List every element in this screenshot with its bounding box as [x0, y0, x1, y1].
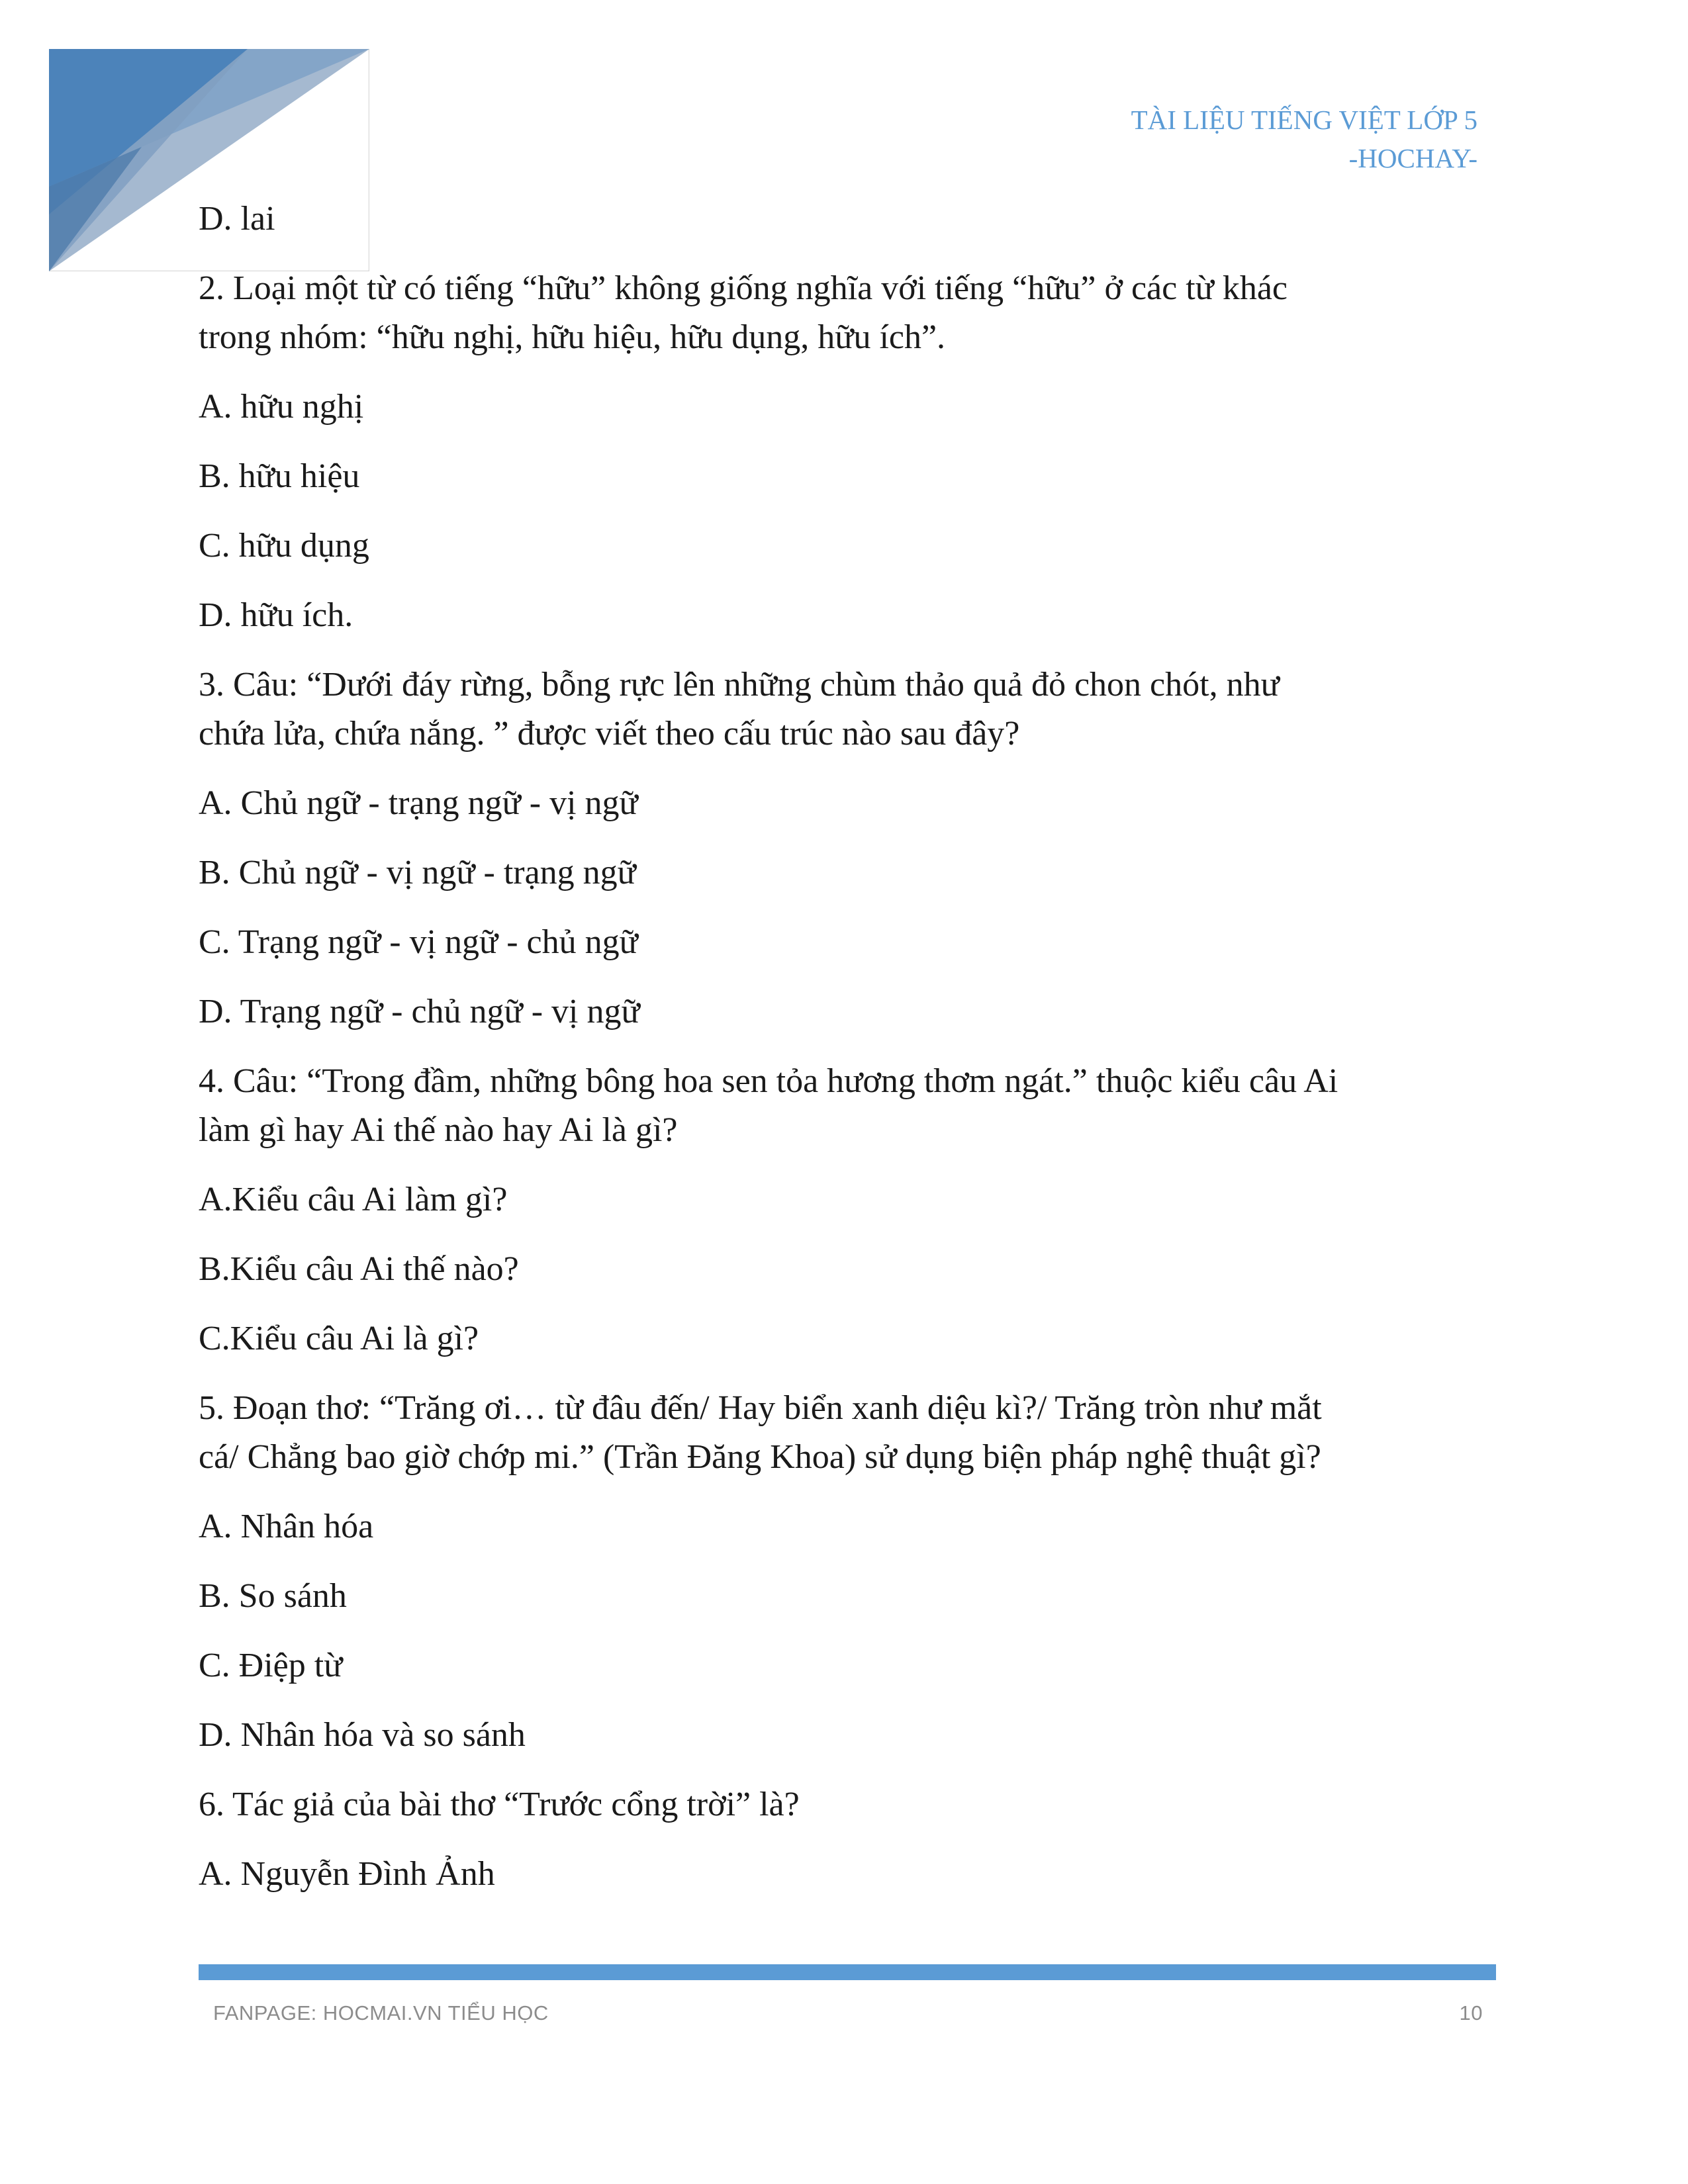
q6-option-a: A. Nguyễn Đình Ảnh [199, 1855, 495, 1893]
header-title: TÀI LIỆU TIẾNG VIỆT LỚP 5 [1131, 105, 1477, 135]
question-5-text-line-2: cá/ Chẳng bao giờ chớp mi.” (Trần Đăng Khoa) sử dụng biện pháp nghệ thuật gì? [199, 1438, 1321, 1476]
question-2-text-line-2: trong nhóm: “hữu nghị, hữu hiệu, hữu dụng, hữu ích”. [199, 318, 946, 356]
question-2-text-line-1: 2. Loại một từ có tiếng “hữu” không giống nghĩa với tiếng “hữu” ở các từ khác [199, 269, 1288, 307]
q4-option-b: B.Kiểu câu Ai thế nào? [199, 1250, 519, 1288]
question-5-text-line-1: 5. Đoạn thơ: “Trăng ơi… từ đâu đến/ Hay biển xanh diệu kì?/ Trăng tròn như mắt [199, 1389, 1322, 1427]
q5-option-d: D. Nhân hóa và so sánh [199, 1716, 526, 1754]
q2-option-a: A. hữu nghị [199, 388, 364, 426]
footer-divider-bar [199, 1964, 1496, 1980]
q2-option-d: D. hữu ích. [199, 596, 353, 634]
q3-option-b: B. Chủ ngữ - vị ngữ - trạng ngữ [199, 854, 636, 891]
q4-option-a: A.Kiểu câu Ai làm gì? [199, 1181, 508, 1218]
question-3-text-line-1: 3. Câu: “Dưới đáy rừng, bỗng rực lên những chùm thảo quả đỏ chon chót, như [199, 666, 1280, 704]
header-subtitle: -HOCHAY- [1348, 143, 1477, 173]
q4-option-c: C.Kiểu câu Ai là gì? [199, 1320, 479, 1357]
q3-option-a: A. Chủ ngữ - trạng ngữ - vị ngữ [199, 784, 638, 822]
page-footer [213, 2001, 1483, 2025]
q3-option-d: D. Trạng ngữ - chủ ngữ - vị ngữ [199, 993, 640, 1030]
q2-option-c: C. hữu dụng [199, 527, 369, 565]
question-6 [199, 1780, 1496, 1829]
question-6-text-line-1: 6. Tác giả của bài thơ “Trước cổng trời” là? [199, 1786, 800, 1823]
document-body [199, 195, 1496, 1919]
question-3 [199, 660, 1496, 758]
page-number: 10 [1459, 2001, 1483, 2025]
question-4-text-line-1: 4. Câu: “Trong đầm, những bông hoa sen tỏa hương thơm ngát.” thuộc kiểu câu Ai [199, 1062, 1338, 1100]
footer-fanpage-text: FANPAGE: HOCMAI.VN TIỂU HỌC [213, 2001, 549, 2025]
q1-option-d: D. lai [199, 200, 275, 238]
document-header [1131, 101, 1477, 177]
q5-option-b: B. So sánh [199, 1577, 347, 1615]
q2-option-b: B. hữu hiệu [199, 457, 360, 495]
question-2 [199, 264, 1496, 362]
q5-option-a: A. Nhân hóa [199, 1508, 374, 1545]
question-5 [199, 1384, 1496, 1482]
question-4 [199, 1057, 1496, 1155]
q5-option-c: C. Điệp từ [199, 1647, 343, 1684]
question-3-text-line-2: chứa lửa, chứa nắng. ” được viết theo cấu trúc nào sau đây? [199, 715, 1020, 752]
question-4-text-line-2: làm gì hay Ai thế nào hay Ai là gì? [199, 1111, 678, 1149]
q3-option-c: C. Trạng ngữ - vị ngữ - chủ ngữ [199, 923, 638, 961]
